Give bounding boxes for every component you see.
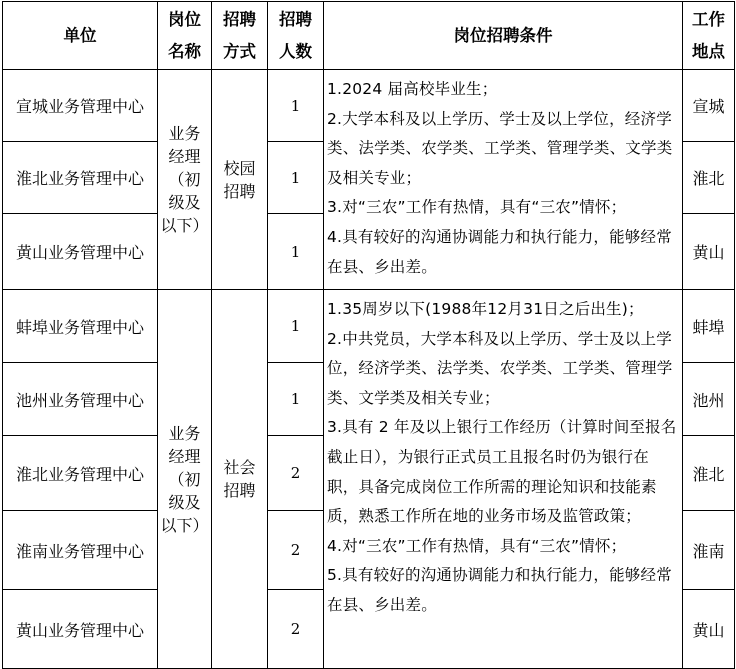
method-cell-campus: 校园 招聘 xyxy=(212,70,268,290)
location-cell: 淮南 xyxy=(683,511,735,590)
unit-cell: 黄山业务管理中心 xyxy=(3,214,158,290)
condition-item: 1.35周岁以下(1988年12月31日之后出生)； xyxy=(327,300,644,318)
condition-item: 1.2024 届高校毕业生； xyxy=(327,80,498,98)
condition-item: 4.具有较好的沟通协调能力和执行能力，能够经常在县、乡出差。 xyxy=(327,227,672,276)
header-conditions: 岗位招聘条件 xyxy=(324,2,683,70)
count-cell: 2 xyxy=(268,436,324,511)
position-cell-campus: 业务 经理 （初 级及 以下） xyxy=(158,70,212,290)
condition-item: 5.具有较好的沟通协调能力和执行能力，能够经常在县、乡出差。 xyxy=(327,566,672,614)
location-cell: 宣城 xyxy=(683,70,735,142)
header-unit: 单位 xyxy=(3,2,158,70)
conditions-cell-campus xyxy=(324,70,683,290)
header-location: 工作 地点 xyxy=(683,2,735,70)
table-row xyxy=(3,290,735,363)
unit-cell: 蚌埠业务管理中心 xyxy=(3,290,158,363)
unit-cell: 淮北业务管理中心 xyxy=(3,142,158,214)
unit-cell: 黄山业务管理中心 xyxy=(3,590,158,669)
unit-cell: 宣城业务管理中心 xyxy=(3,70,158,142)
count-cell: 2 xyxy=(268,590,324,669)
unit-cell: 淮北业务管理中心 xyxy=(3,436,158,511)
location-cell: 黄山 xyxy=(683,590,735,669)
header-count: 招聘 人数 xyxy=(268,2,324,70)
unit-cell: 淮南业务管理中心 xyxy=(3,511,158,590)
table-row xyxy=(3,70,735,142)
condition-item: 4.对“三农”工作有热情，具有“三农”情怀； xyxy=(327,536,627,555)
unit-cell: 池州业务管理中心 xyxy=(3,363,158,436)
count-cell: 1 xyxy=(268,363,324,436)
location-cell: 淮北 xyxy=(683,436,735,511)
location-cell: 蚌埠 xyxy=(683,290,735,363)
location-cell: 池州 xyxy=(683,363,735,436)
count-cell: 1 xyxy=(268,290,324,363)
condition-item: 3.对“三农”工作有热情，具有“三农”情怀； xyxy=(327,198,627,217)
condition-item: 2.中共党员，大学本科及以上学历、学士及以上学位，经济学类、法学类、农学类、工学类、管理学类、文学类及相关专业； xyxy=(327,329,673,407)
condition-item: 2.大学本科及以上学历、学士及以上学位，经济学类、法学类、农学类、工学类、管理学类、文学类及相关专业； xyxy=(327,109,673,187)
method-cell-social: 社会 招聘 xyxy=(212,290,268,669)
header-position: 岗位 名称 xyxy=(158,2,212,70)
location-cell: 淮北 xyxy=(683,142,735,214)
condition-item: 3.具有 2 年及以上银行工作经历（计算时间至报名截止日），为银行正式员工且报名时仍为银行在职，具备完成岗位工作所需的理论知识和技能素质，熟悉工作所在地的业务市场及监管政策； xyxy=(327,418,677,526)
location-cell: 黄山 xyxy=(683,214,735,290)
recruitment-table xyxy=(2,1,735,669)
header-row xyxy=(3,2,735,70)
conditions-cell-social xyxy=(324,290,683,669)
header-method: 招聘 方式 xyxy=(212,2,268,70)
position-cell-social: 业务 经理 （初 级及 以下） xyxy=(158,290,212,669)
count-cell: 1 xyxy=(268,70,324,142)
count-cell: 1 xyxy=(268,214,324,290)
count-cell: 1 xyxy=(268,142,324,214)
count-cell: 2 xyxy=(268,511,324,590)
